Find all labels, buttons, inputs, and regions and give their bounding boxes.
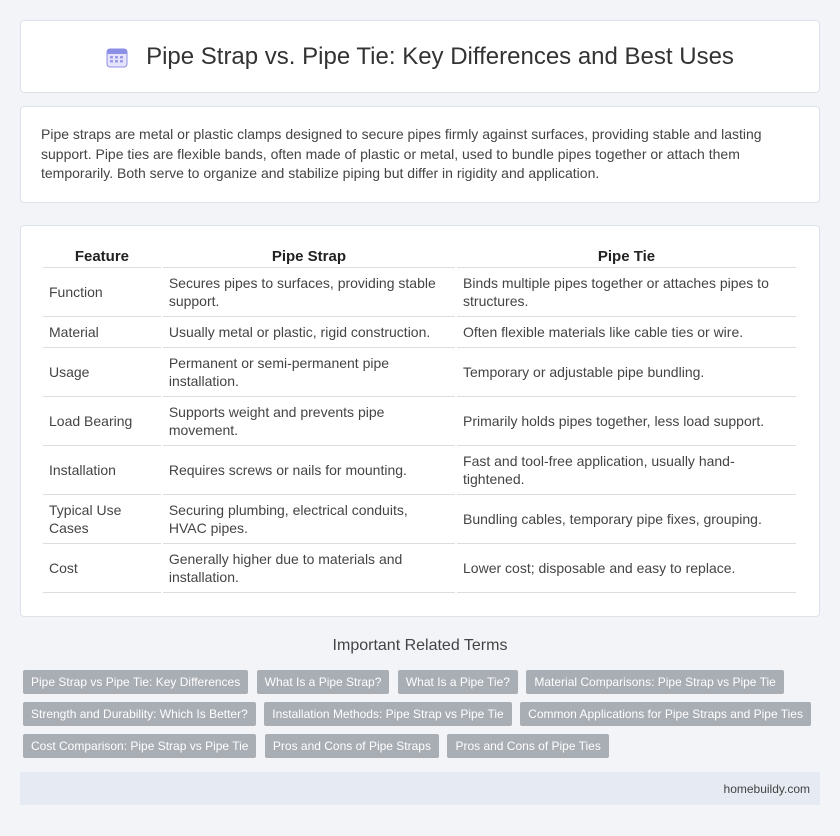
related-terms-title: Important Related Terms [332, 637, 508, 654]
footer-site-link[interactable]: homebuildy.com [723, 782, 810, 796]
table-cell: Installation [43, 446, 161, 495]
related-term-tag[interactable]: What Is a Pipe Tie? [398, 670, 518, 694]
intro-text: Pipe straps are metal or plastic clamps designed to secure pipes firmly against surfaces, providing stable and lasting support. Pipe ties are flexible bands, often made of plastic or metal, used to bundle pipes together or attach them temporarily. Both serve to organize and stabilize piping but differ in rigidity and application. [41, 126, 762, 181]
table-cell: Fast and tool-free application, usually hand-tightened. [457, 446, 796, 495]
intro-card [20, 106, 820, 203]
related-term-tag[interactable]: Pipe Strap vs Pipe Tie: Key Differences [23, 670, 248, 694]
header [20, 20, 820, 93]
footer [20, 772, 820, 805]
table-cell: Cost [43, 544, 161, 593]
related-term-tag[interactable]: Strength and Durability: Which Is Better? [23, 702, 256, 726]
comparison-table [41, 244, 798, 593]
table-cell: Load Bearing [43, 397, 161, 446]
related-term-tag[interactable]: Installation Methods: Pipe Strap vs Pipe Tie [264, 702, 511, 726]
related-term-tag[interactable]: Pros and Cons of Pipe Ties [447, 734, 608, 758]
table-row [43, 446, 796, 495]
related-terms-list [23, 670, 823, 766]
table-cell: Binds multiple pipes together or attaches pipes to structures. [457, 268, 796, 317]
table-cell: Supports weight and prevents pipe movement. [163, 397, 455, 446]
table-cell: Generally higher due to materials and installation. [163, 544, 455, 593]
header-pipe-tie: Pipe Tie [457, 244, 796, 268]
header-feature: Feature [43, 244, 161, 268]
related-term-tag[interactable]: What Is a Pipe Strap? [257, 670, 390, 694]
table-row [43, 348, 796, 397]
table-row [43, 495, 796, 544]
table-cell: Permanent or semi-permanent pipe installation. [163, 348, 455, 397]
table-cell: Material [43, 317, 161, 348]
comparison-table-card [20, 225, 820, 617]
table-header-row [43, 244, 796, 268]
table-cell: Usage [43, 348, 161, 397]
table-cell: Bundling cables, temporary pipe fixes, grouping. [457, 495, 796, 544]
table-cell: Secures pipes to surfaces, providing stable support. [163, 268, 455, 317]
page-title: Pipe Strap vs. Pipe Tie: Key Differences and Best Uses [146, 42, 734, 70]
table-cell: Temporary or adjustable pipe bundling. [457, 348, 796, 397]
calendar-icon [106, 46, 128, 68]
table-cell: Securing plumbing, electrical conduits, HVAC pipes. [163, 495, 455, 544]
table-row [43, 544, 796, 593]
table-row [43, 268, 796, 317]
related-term-tag[interactable]: Common Applications for Pipe Straps and Pipe Ties [520, 702, 811, 726]
table-cell: Lower cost; disposable and easy to replace. [457, 544, 796, 593]
table-cell: Often flexible materials like cable ties or wire. [457, 317, 796, 348]
table-cell: Usually metal or plastic, rigid construction. [163, 317, 455, 348]
table-row [43, 317, 796, 348]
related-term-tag[interactable]: Material Comparisons: Pipe Strap vs Pipe Tie [526, 670, 783, 694]
table-cell: Typical Use Cases [43, 495, 161, 544]
header-pipe-strap: Pipe Strap [163, 244, 455, 268]
table-cell: Requires screws or nails for mounting. [163, 446, 455, 495]
table-cell: Function [43, 268, 161, 317]
related-term-tag[interactable]: Cost Comparison: Pipe Strap vs Pipe Tie [23, 734, 256, 758]
table-cell: Primarily holds pipes together, less load support. [457, 397, 796, 446]
table-row [43, 397, 796, 446]
related-term-tag[interactable]: Pros and Cons of Pipe Straps [265, 734, 439, 758]
